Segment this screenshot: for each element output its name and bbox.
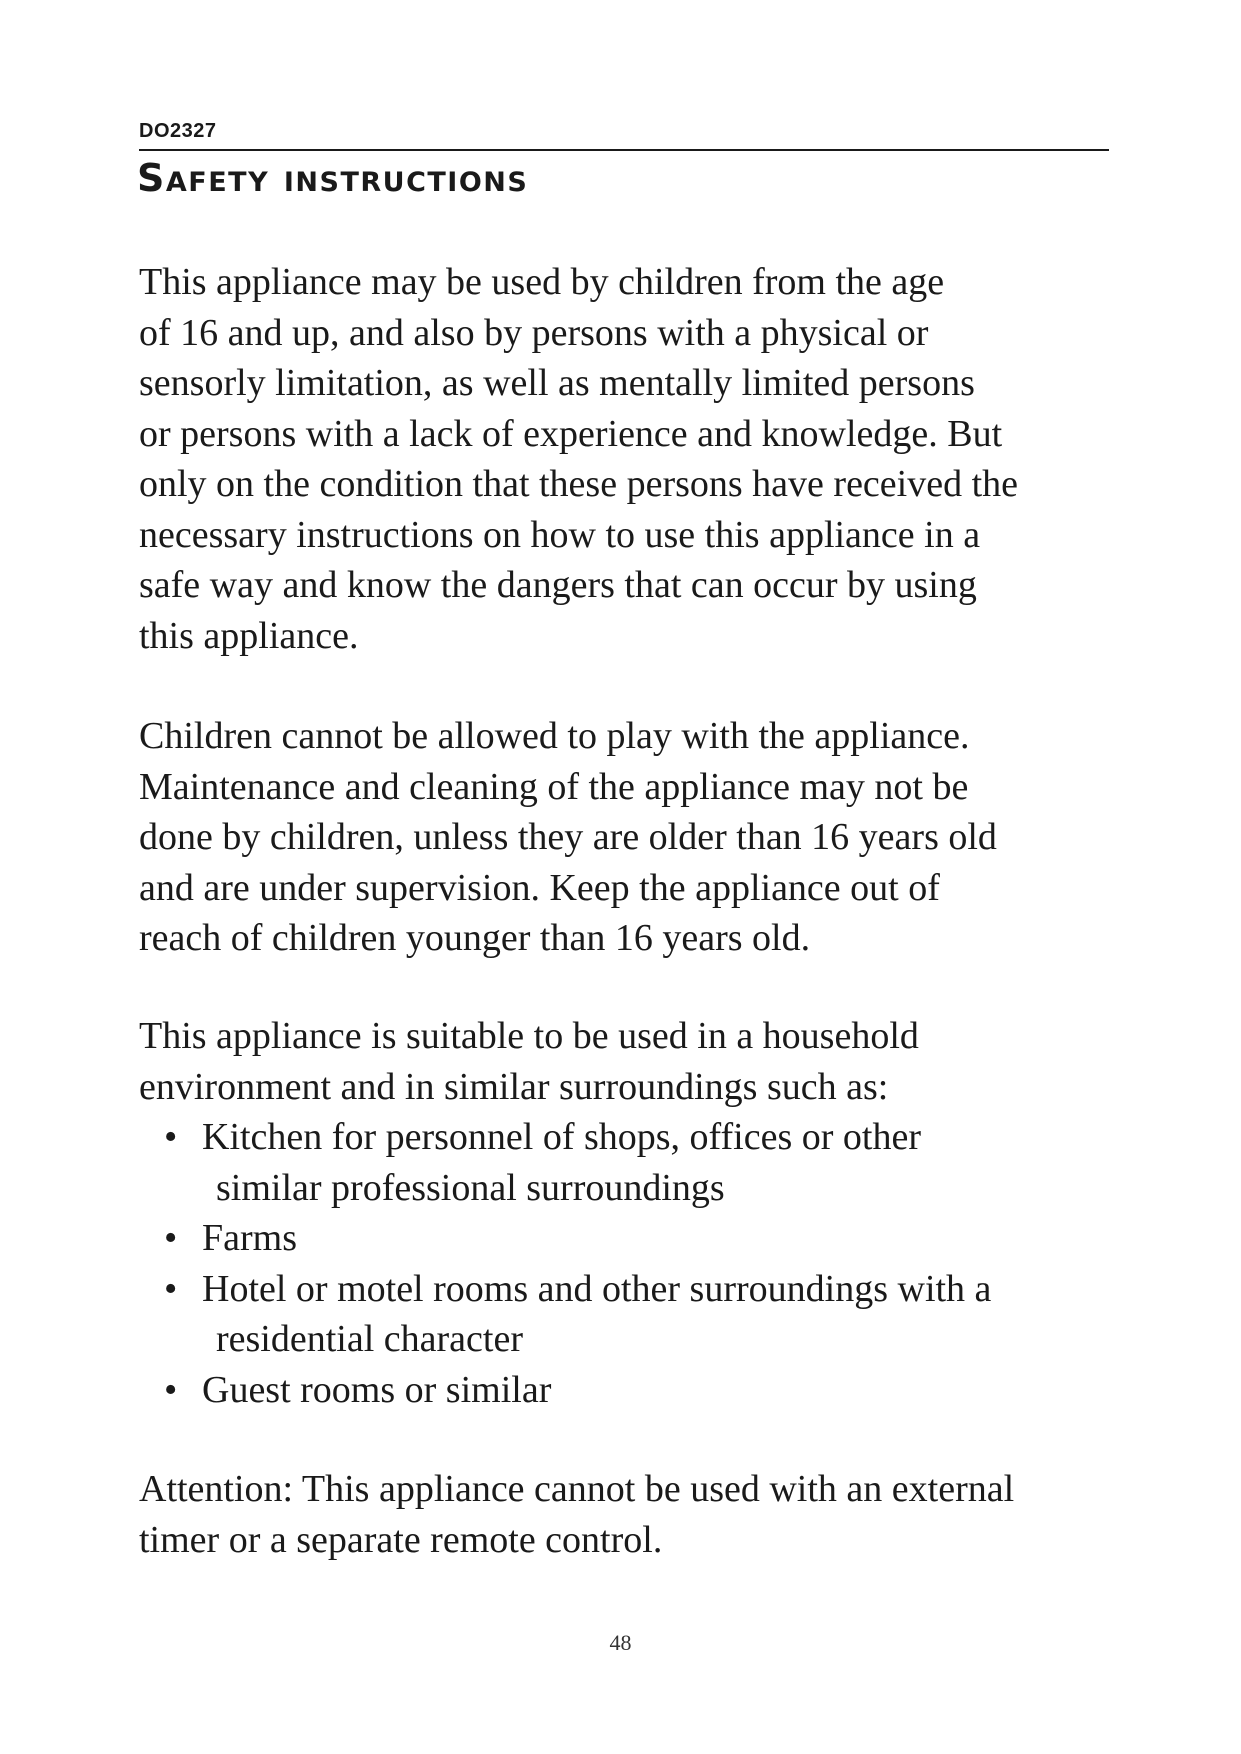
page-number: 48: [609, 1630, 632, 1655]
paragraph-attention: [139, 1464, 1119, 1565]
list-item-text: Hotel or motel rooms and other surroundings with a: [202, 1267, 992, 1310]
header-rule: [139, 149, 1109, 151]
paragraph-household-use: [139, 1011, 1119, 1112]
text-line: necessary instructions on how to use this appliance in a: [139, 513, 981, 556]
text-line: or persons with a lack of experience and knowledge. But: [139, 412, 1003, 455]
text-line: of 16 and up, and also by persons with a physical or: [139, 311, 929, 354]
paragraph-children-supervision: [139, 711, 1119, 964]
text-line: Children cannot be allowed to play with the appliance.: [139, 715, 970, 757]
text-line: Attention: This appliance cannot be used with an external: [139, 1468, 1015, 1510]
list-item-text: Guest rooms or similar: [202, 1368, 552, 1411]
bullet-marker: •: [164, 1267, 178, 1310]
paragraph-age-restrictions: [139, 257, 1119, 661]
model-code: DO2327: [139, 120, 217, 142]
surroundings-list: [139, 1112, 1119, 1415]
list-item-text: Kitchen for personnel of shops, offices or other: [202, 1116, 921, 1158]
text-line: done by children, unless they are older than 16 years old: [139, 816, 997, 858]
text-line: and are under supervision. Keep the appliance out of: [139, 866, 940, 909]
bullet-marker: •: [164, 1217, 178, 1259]
list-item-continuation: similar professional surroundings: [216, 1166, 725, 1209]
text-line: safe way and know the dangers that can occur by using: [139, 564, 977, 606]
bullet-marker: •: [164, 1116, 178, 1158]
text-line: reach of children younger than 16 years old.: [139, 917, 811, 959]
list-item-continuation: residential character: [216, 1318, 523, 1360]
text-line: This appliance is suitable to be used in a household: [139, 1015, 919, 1057]
text-line: timer or a separate remote control.: [139, 1518, 663, 1561]
list-item-text: Farms: [202, 1217, 297, 1259]
text-line: Maintenance and cleaning of the appliance may not be: [139, 765, 969, 808]
text-line: This appliance may be used by children from the age: [139, 261, 945, 303]
list-item: [139, 1264, 1119, 1365]
list-item: [139, 1365, 1119, 1416]
text-line: environment and in similar surroundings such as:: [139, 1065, 889, 1108]
page-title: Safety instructions: [137, 156, 529, 200]
text-line: this appliance.: [139, 614, 359, 657]
text-line: only on the condition that these persons have received the: [139, 463, 1019, 505]
text-line: sensorly limitation, as well as mentally limited persons: [139, 362, 975, 404]
list-item: [139, 1112, 1119, 1213]
bullet-marker: •: [164, 1368, 178, 1411]
list-item: [139, 1213, 1119, 1264]
